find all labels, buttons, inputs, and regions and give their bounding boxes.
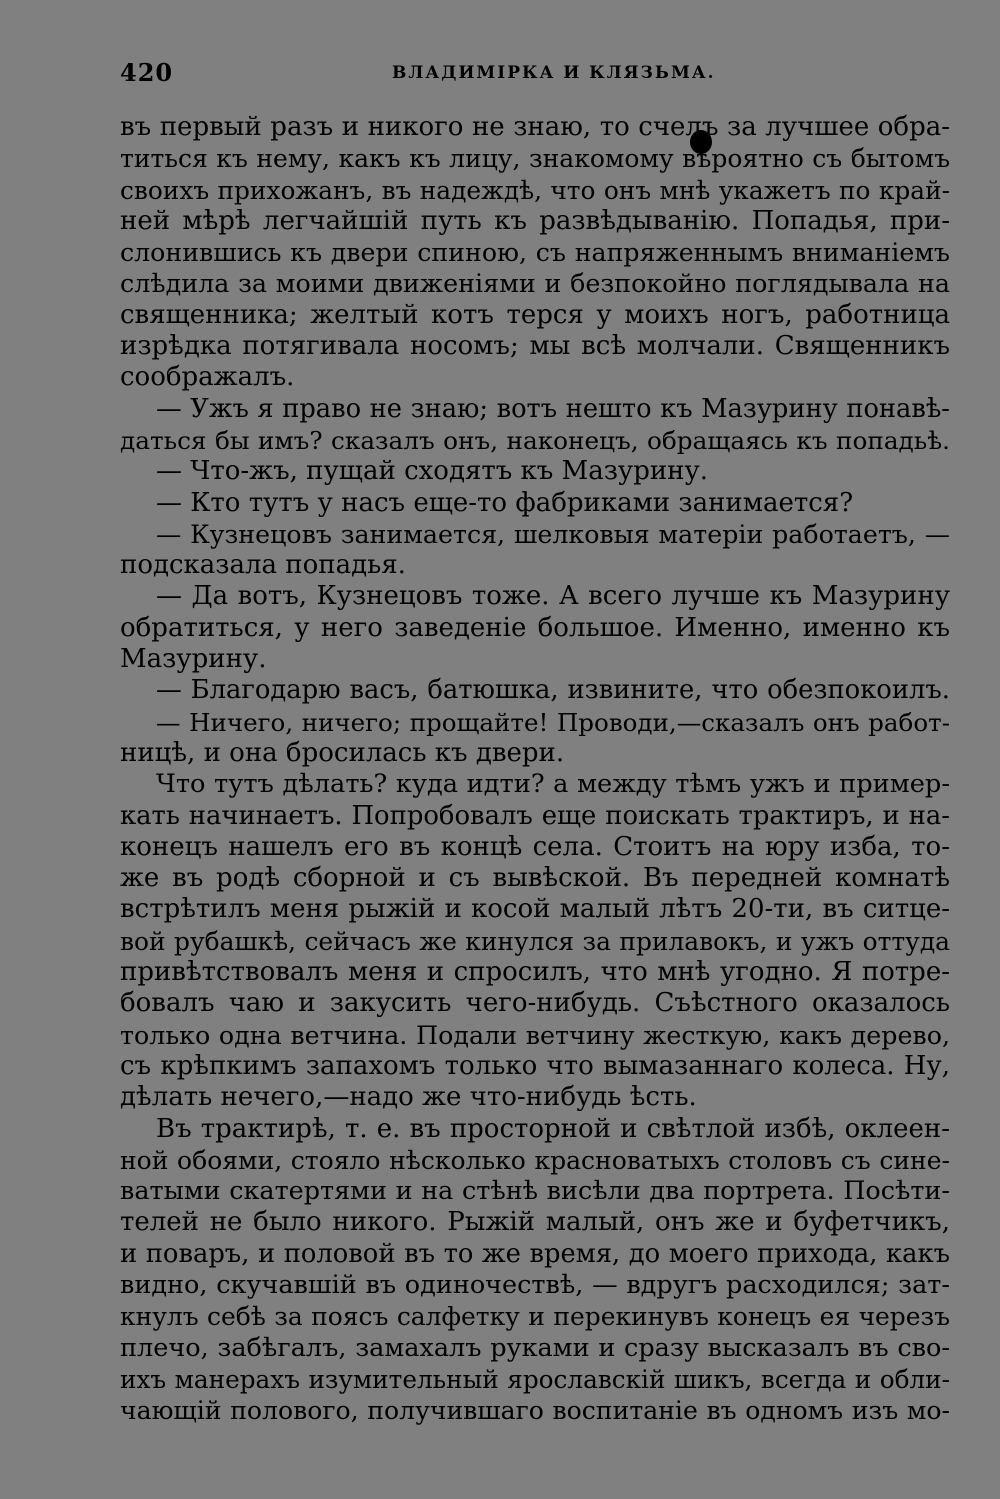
text-line: только одна ветчина. Подали ветчину жесткую, какъ дерево,: [120, 1019, 950, 1050]
text-line: телей не было никого. Рыжій малый, онъ же и буфетчикъ,: [120, 1207, 950, 1238]
text-line: соображалъ.: [120, 362, 295, 393]
text-line: изрѣдка потягивала носомъ; мы всѣ молчали. Священникъ: [120, 331, 950, 362]
text-line: даться бы имъ? сказалъ онъ, наконецъ, обращаясь къ попадьѣ.: [120, 425, 950, 455]
text-line: — Благодарю васъ, батюшка, извините, что обезпокоилъ.: [156, 675, 950, 706]
text-line: чающій полового, получившаго воспитаніе въ одномъ изъ мо-: [120, 1396, 950, 1426]
text-line: ной обоями, стояло нѣсколько красноватыхъ столовъ съ сине-: [120, 1145, 950, 1175]
text-line: ватыми скатертями и на стѣнѣ висѣли два портрета. Посѣти-: [120, 1176, 950, 1207]
text-line: привѣтствовалъ меня и спросилъ, что мнѣ угодно. Я потре-: [120, 957, 950, 988]
text-line: ницѣ, и она бросилась къ двери.: [120, 737, 565, 768]
text-line: плечо, забѣгалъ, замахалъ руками и сразу высказалъ въ сво-: [120, 1332, 950, 1363]
text-line: вой рубашкѣ, сейчасъ же кинулся за прилавокъ, и ужъ оттуда: [120, 926, 950, 956]
text-line: кнулъ себѣ за поясъ салфетку и перекинувъ конецъ ея черезъ: [120, 1302, 950, 1332]
text-line: конецъ нашелъ его въ концѣ села. Стоитъ на юру изба, то-: [120, 831, 950, 862]
text-line: титься къ нему, какъ къ лицу, знакомому вѣроятно съ бытомъ: [120, 144, 950, 174]
body-text: [120, 112, 950, 1426]
text-line: и поваръ, и половой въ то же время, до моего прихода, какъ: [120, 1238, 950, 1269]
text-line: — Да вотъ, Кузнецовъ тоже. А всего лучше къ Мазурину: [156, 581, 950, 612]
text-line: — Ужъ я право не знаю; вотъ нешто къ Мазурину понавѣ-: [156, 393, 950, 424]
text-line: — Ничего, ничего; прощайте! Проводи,—сказалъ онъ работ-: [156, 707, 950, 737]
running-head: [120, 58, 950, 88]
text-line: дѣлать нечего,—надо же что-нибудь ѣсть.: [120, 1082, 697, 1113]
text-line: священника; желтый котъ терся у моихъ ногъ, работница: [120, 299, 950, 330]
text-line: ней мѣрѣ легчайшій путь къ развѣдыванію. Попадья, при-: [120, 205, 950, 236]
text-line: же въ родѣ сборной и съ вывѣской. Въ передней комнатѣ: [120, 863, 950, 894]
page-number: 420: [120, 58, 174, 87]
text-line: Что тутъ дѣлать? куда идти? а между тѣмъ ужъ и пример-: [156, 769, 950, 800]
text-line: слѣдила за моими движеніями и безпокойно поглядывала на: [120, 268, 950, 299]
text-line: кать начинаетъ. Попробовалъ еще поискать трактиръ, и на-: [120, 800, 950, 831]
running-title: ВЛАДИМІРКА И КЛЯЗЬМА.: [392, 63, 716, 83]
text-line: своихъ прихожанъ, въ надеждѣ, что онъ мнѣ укажетъ по край-: [120, 175, 950, 205]
text-line: Въ трактирѣ, т. е. въ просторной и свѣтлой избѣ, оклеен-: [156, 1113, 950, 1144]
text-line: Мазурину.: [120, 644, 267, 675]
text-line: обратиться, у него заведеніе большое. Именно, именно къ: [120, 612, 950, 643]
text-line: видно, скучавшій въ одиночествѣ, — вдругъ расходился; зат-: [120, 1269, 950, 1300]
text-line: ихъ манерахъ изумительный ярославскій шикъ, всегда и обли-: [120, 1364, 950, 1394]
text-line: слонившись къ двери спиною, съ напряженнымъ вниманіемъ: [120, 238, 950, 268]
text-line: встрѣтилъ меня рыжій и косой малый лѣтъ 20-ти, въ ситце-: [120, 894, 950, 925]
text-line: въ первый разъ и никого не знаю, то счелъ за лучшее обра-: [120, 112, 950, 142]
text-line: подсказала попадья.: [120, 550, 406, 581]
text-line: съ крѣпкимъ запахомъ только что вымазаннаго колеса. Ну,: [120, 1050, 950, 1081]
text-line: — Что-жъ, пущай сходятъ къ Мазурину.: [156, 456, 709, 487]
text-line: бовалъ чаю и закусить чего-нибудь. Съѣстного оказалось: [120, 988, 950, 1019]
text-line: — Кузнецовъ занимается, шелковыя матеріи работаетъ, —: [156, 519, 950, 549]
text-line: — Кто тутъ у насъ еще-то фабриками занимается?: [156, 487, 854, 518]
